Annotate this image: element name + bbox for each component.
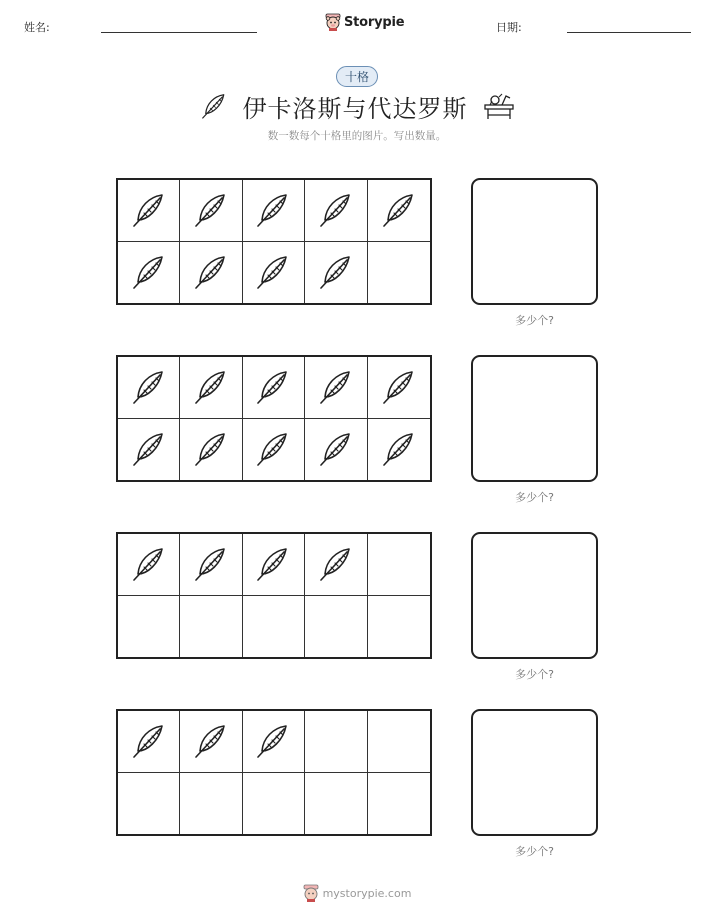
ten-frame-cell: [180, 180, 242, 242]
answer-question: 多少个?: [515, 491, 554, 504]
footer-url: mystorypie.com: [322, 886, 412, 900]
ten-frame-cell: [368, 180, 430, 242]
ten-frame-cell: [180, 534, 242, 596]
feather-icon: [253, 365, 293, 409]
feather-icon: [191, 542, 231, 586]
feather-icon: [129, 188, 169, 232]
ten-frame-cell: [118, 773, 180, 835]
feather-icon: [191, 188, 231, 232]
feather-icon: [316, 188, 356, 232]
workbench-icon: [482, 91, 516, 121]
feather-icon: [129, 250, 169, 294]
ten-frame-cell: [118, 534, 180, 596]
feather-icon: [316, 542, 356, 586]
answer-box[interactable]: [471, 355, 598, 482]
ten-frame-cell: [305, 180, 367, 242]
ten-frame-cell: [368, 534, 430, 596]
ten-frame-cell: [118, 596, 180, 658]
ten-frame-cell: [243, 596, 305, 658]
storypie-mascot-icon: [325, 13, 341, 31]
category-badge: 十格: [336, 66, 378, 87]
feather-icon: [199, 90, 229, 122]
ten-frame-cell: [180, 596, 242, 658]
feather-icon: [253, 542, 293, 586]
ten-frame-cell: [368, 242, 430, 304]
ten-frame-cell: [118, 357, 180, 419]
storypie-mascot-icon: [303, 884, 319, 902]
footer: [0, 884, 714, 902]
feather-icon: [129, 427, 169, 471]
feather-icon: [191, 719, 231, 763]
feather-icon: [191, 250, 231, 294]
feather-icon: [316, 427, 356, 471]
feather-icon: [253, 250, 293, 294]
feather-icon: [379, 188, 419, 232]
ten-frame-cell: [243, 357, 305, 419]
ten-frame-cell: [368, 419, 430, 481]
feather-icon: [129, 542, 169, 586]
ten-frame: [116, 709, 432, 836]
ten-frame-cell: [243, 419, 305, 481]
answer-box[interactable]: [471, 532, 598, 659]
ten-frame-cell: [305, 419, 367, 481]
feather-icon: [129, 719, 169, 763]
page-title: 伊卡洛斯与代达罗斯: [242, 94, 468, 123]
ten-frame-cell: [243, 180, 305, 242]
feather-icon: [316, 365, 356, 409]
ten-frame-cell: [305, 534, 367, 596]
ten-frame-cell: [180, 711, 242, 773]
ten-frame-cell: [305, 773, 367, 835]
ten-frame-cell: [243, 773, 305, 835]
ten-frame-cell: [180, 419, 242, 481]
ten-frame-cell: [118, 180, 180, 242]
ten-frame-cell: [118, 419, 180, 481]
brand-logo: [325, 13, 404, 31]
feather-icon: [191, 427, 231, 471]
ten-frame-cell: [305, 242, 367, 304]
date-line: [567, 32, 691, 33]
feather-icon: [129, 365, 169, 409]
feather-icon: [253, 188, 293, 232]
answer-box[interactable]: [471, 178, 598, 305]
brand-name: Storypie: [344, 14, 405, 30]
ten-frame-cell: [368, 596, 430, 658]
ten-frame: [116, 355, 432, 482]
answer-question: 多少个?: [515, 314, 554, 327]
ten-frame-cell: [368, 773, 430, 835]
ten-frame-cell: [305, 596, 367, 658]
ten-frame-cell: [368, 711, 430, 773]
feather-icon: [191, 365, 231, 409]
ten-frame-cell: [243, 242, 305, 304]
feather-icon: [253, 719, 293, 763]
ten-frame: [116, 532, 432, 659]
ten-frame: [116, 178, 432, 305]
answer-box[interactable]: [471, 709, 598, 836]
answer-question: 多少个?: [515, 845, 554, 858]
feather-icon: [253, 427, 293, 471]
title-row: [0, 88, 714, 124]
answer-question: 多少个?: [515, 668, 554, 681]
feather-icon: [379, 427, 419, 471]
ten-frame-cell: [305, 357, 367, 419]
ten-frame-cell: [368, 357, 430, 419]
feather-icon: [379, 365, 419, 409]
name-line: [101, 32, 257, 33]
ten-frame-cell: [243, 534, 305, 596]
name-label: 姓名:: [24, 21, 50, 34]
date-label: 日期:: [496, 21, 522, 34]
ten-frame-cell: [180, 357, 242, 419]
ten-frame-cell: [243, 711, 305, 773]
ten-frame-cell: [118, 711, 180, 773]
ten-frame-cell: [118, 242, 180, 304]
ten-frame-cell: [180, 773, 242, 835]
instructions: 数一数每个十格里的图片。写出数量。: [267, 130, 447, 142]
ten-frame-cell: [305, 711, 367, 773]
feather-icon: [316, 250, 356, 294]
ten-frame-cell: [180, 242, 242, 304]
